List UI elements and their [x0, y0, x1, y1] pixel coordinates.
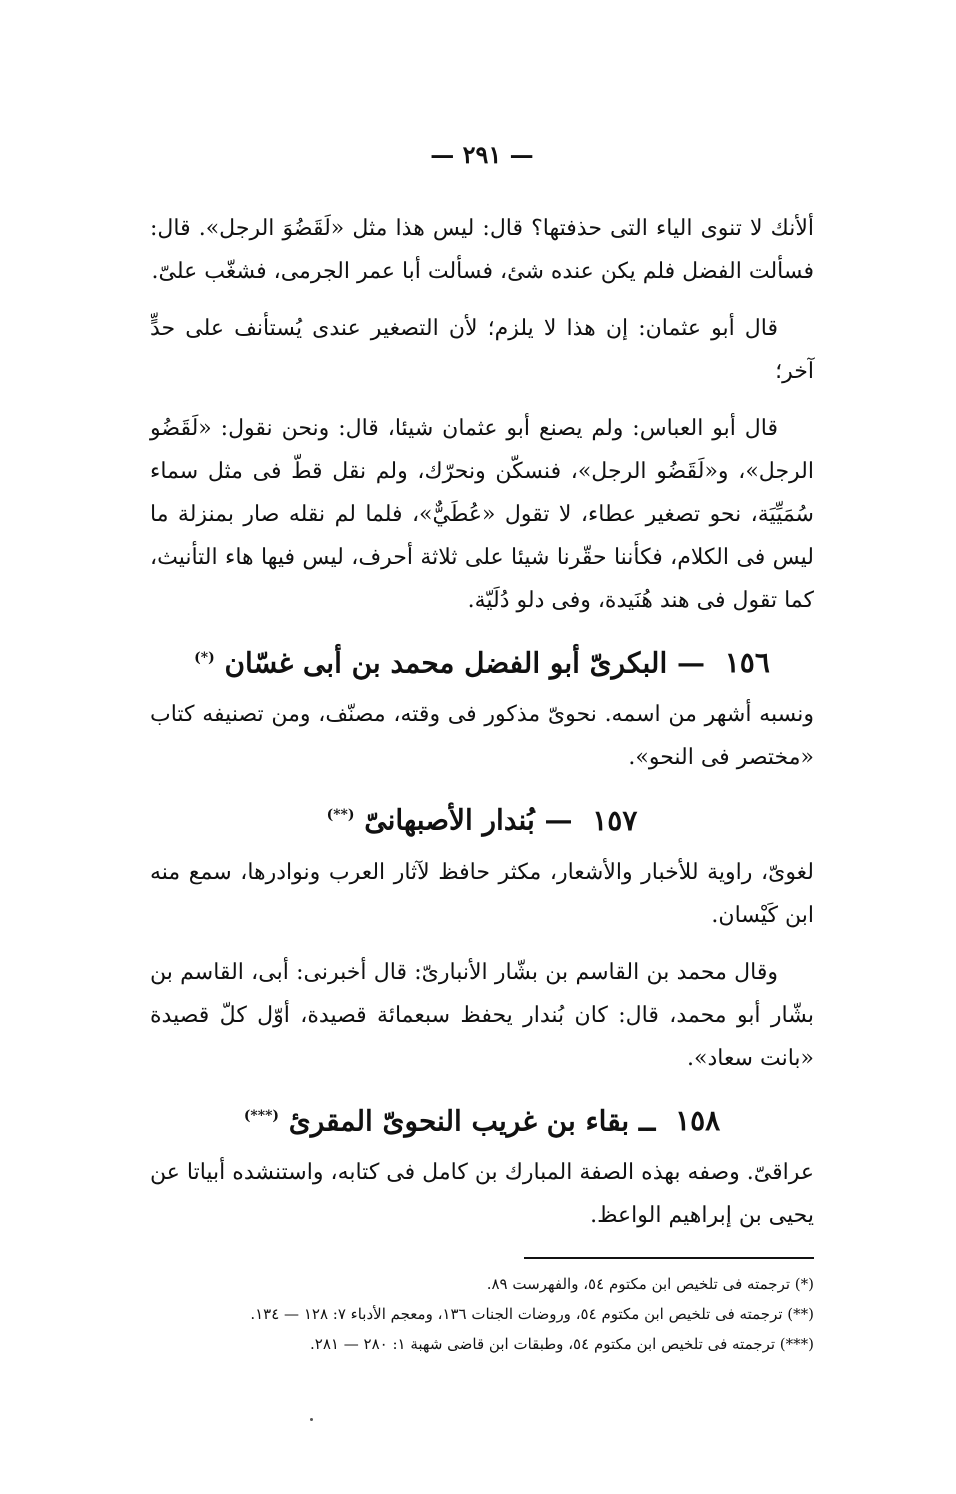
- paragraph: لغوىّ، راوية للأخبار والأشعار، مكثر حافظ لآثار العرب ونوادرها، سمع منه ابن كَيْسان.: [150, 859, 814, 928]
- entry-number: ١٥٨: [675, 1103, 721, 1137]
- entry-title: ــ بقاء بن غريب النحوىّ المقرئ: [288, 1103, 656, 1137]
- footnote-divider: [524, 1257, 814, 1259]
- paragraph: ونسبه أشهر من اسمه. نحوىّ مذكور فى وقته، مصنّف، ومن تصنيفه كتاب «مختصر فى النحو».: [150, 702, 814, 771]
- footnote: (**) ترجمته فى تلخيص ابن مكتوم ٥٤، وروضات الجنات ١٣٦، ومعجم الأدباء ٧: ١٢٨ — ١٣٤.: [250, 1304, 814, 1323]
- footnotes: [150, 1269, 814, 1359]
- entry-number: ١٥٧: [592, 803, 638, 837]
- page-number: — ٢٩١ —: [430, 140, 534, 169]
- entry-title: — البكرىّ أبو الفضل محمد بن أبى غسّان: [224, 646, 705, 680]
- footnote-mark: (***): [243, 1107, 280, 1124]
- paragraph: ألأنك لا تنوى الياء التى حذفتها؟ قال: ليس هذا مثل «لَقَضُوَ الرجل». قال: فسألت الفضل فلم يكن عنده شئ، فسألت أبا عمر الجرمى، فشغّب علىّ.: [150, 216, 814, 284]
- book-page: [150, 140, 814, 1359]
- entry-heading-156: [150, 636, 814, 685]
- entry-number: ١٥٦: [724, 646, 770, 680]
- footnote: (*) ترجمته فى تلخيص ابن مكتوم ٥٤، والفهرست ٨٩.: [486, 1274, 814, 1293]
- paragraph: عراقىّ. وصفه بهذه الصفة المبارك بن كامل فى كتابه، واستنشده أبياتا عن يحيى بن إبراهيم الواعظ.: [150, 1159, 814, 1228]
- entry-heading-157: [150, 793, 814, 842]
- ink-speck: [310, 1418, 313, 1421]
- paragraph: وقال محمد بن القاسم بن بشّار الأنبارىّ: قال أخبرنى: أبى، القاسم بن بشّار أبو محمد، قال: كان بُندار يحفظ سبعمائة قصيدة، أوّل كلّ قصيدة «بانت سعاد».: [150, 959, 814, 1071]
- footnote: (***) ترجمته فى تلخيص ابن مكتوم ٥٤، وطبقات ابن قاضى شهبة ١: ٢٨٠ — ٢٨١.: [310, 1334, 814, 1353]
- entry-heading-158: [150, 1094, 814, 1143]
- paragraph: قال أبو العباس: ولم يصنع أبو عثمان شيئا، قال: ونحن نقول: «لَقَضُو الرجل»، و«لَقَضُو الرجل»، فنسكّن ونحرّك، ولم نقل قطّ فى مثل سماء سُمَيِّيَة، نحو تصغير عطاء، لا تقول «عُطَيٌّ»، فلما لم نقله صار بمنزلة ما ليس فى الكلام، فكأننا حقّرنا شيئا على ثلاثة أحرف، ليس فيها هاء التأنيث، كما تقول فى هند هُنَيدة، وفى دلو دُلَيّة.: [150, 416, 814, 613]
- entry-title: — بُندار الأصبهانىّ: [364, 803, 573, 837]
- footnote-mark: (**): [326, 807, 355, 824]
- paragraph: قال أبو عثمان: إن هذا لا يلزم؛ لأن التصغير عندى يُستأنف على حدٍّ آخر؛: [150, 316, 814, 384]
- footnote-mark: (*): [194, 650, 215, 666]
